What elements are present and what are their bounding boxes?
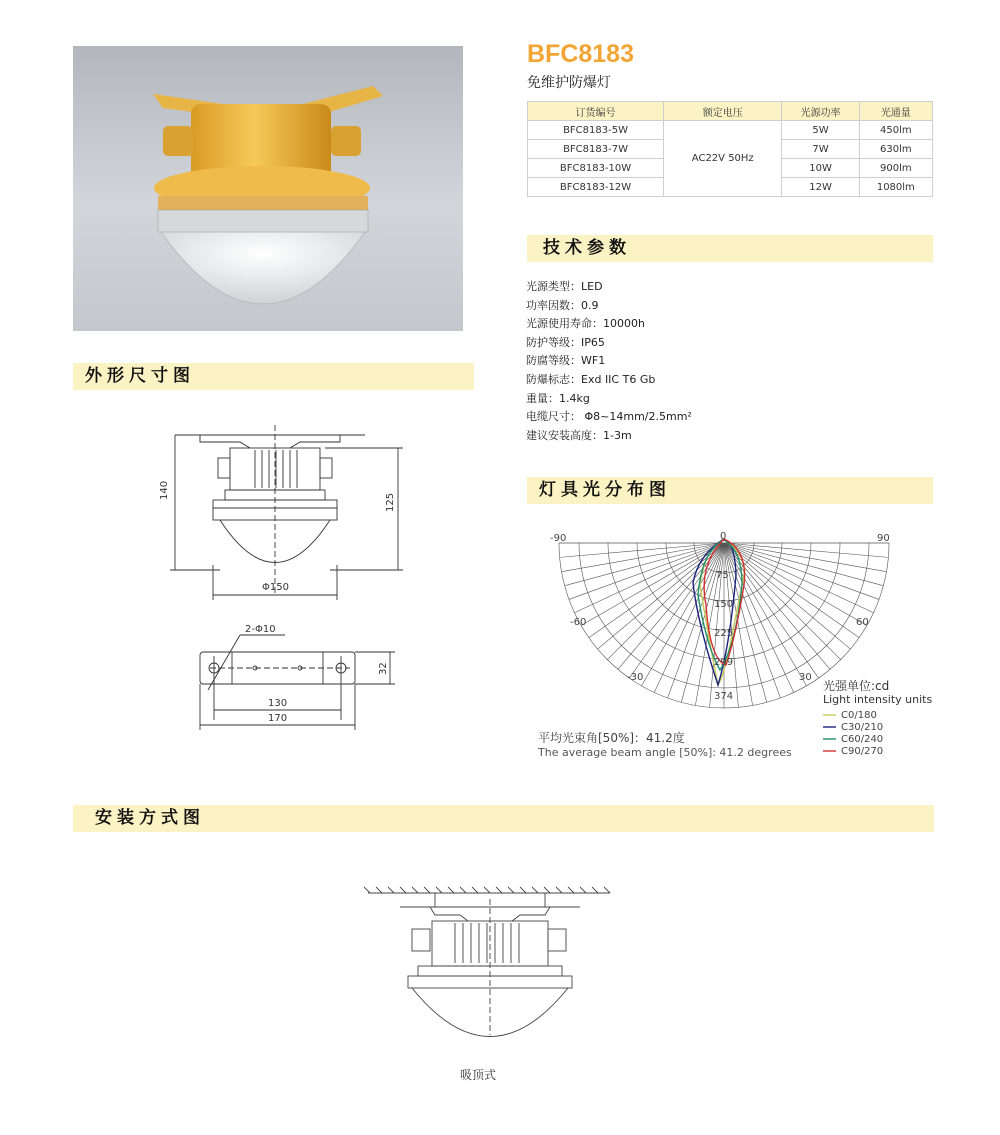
polar-spoke — [724, 543, 874, 613]
cell-power: 12W — [782, 178, 859, 197]
param-power-factor: 功率因数：0.9 — [526, 298, 599, 312]
dim-hole-spacing: 130 — [268, 698, 288, 709]
dimension-section-band — [73, 363, 474, 390]
ring-label: 299 — [714, 657, 734, 668]
polar-spoke — [724, 543, 794, 693]
angle-label-left90: -90 — [550, 533, 567, 544]
ring-label: 225 — [714, 628, 734, 639]
cell-flux: 1080lm — [859, 178, 932, 197]
header-power: 光源功率 — [782, 102, 859, 121]
unit-cn: 光强单位:cd — [823, 679, 890, 693]
distribution-section-band — [527, 477, 933, 504]
table-header-row — [528, 102, 933, 121]
legend-item: C90/270 — [841, 746, 884, 757]
angle-label-zero: 0 — [720, 531, 727, 542]
lamp-illustration — [73, 46, 463, 331]
cell-flux: 900lm — [859, 159, 932, 178]
legend-item: C0/180 — [841, 710, 877, 721]
param-cable: 电缆尺寸： Φ8~14mm/2.5mm² — [526, 410, 692, 424]
ring-label: 374 — [714, 691, 734, 702]
cell-power: 10W — [782, 159, 859, 178]
tech-params-list — [526, 278, 692, 445]
angle-label-right90: 90 — [877, 533, 890, 544]
angle-label-left30: -30 — [627, 672, 644, 683]
install-caption: 吸顶式 — [460, 1068, 497, 1082]
angle-label-right60: 60 — [856, 617, 869, 628]
install-drawing — [360, 885, 620, 1045]
polar-spoke — [724, 543, 879, 599]
angle-label-left60: -60 — [570, 617, 587, 628]
dimension-drawing — [150, 420, 410, 745]
legend-item: C30/210 — [841, 722, 884, 733]
tech-section-band — [527, 235, 933, 262]
cell-voltage: AC22V 50Hz — [664, 121, 782, 197]
param-corrosion: 防腐等级：WF1 — [526, 354, 606, 368]
ring-label: 150 — [714, 599, 734, 610]
polar-spoke — [724, 543, 888, 557]
dim-height-body: 125 — [385, 492, 396, 512]
dim-bracket-width: 32 — [378, 662, 389, 675]
dimension-section-title: 外形尺寸图 — [85, 366, 195, 386]
distribution-section-title: 灯具光分布图 — [539, 480, 671, 500]
legend-item: C60/240 — [841, 734, 884, 745]
product-model: BFC8183 — [527, 40, 634, 68]
header-code: 订货编号 — [528, 102, 664, 121]
cell-flux: 450lm — [859, 121, 932, 140]
header-voltage: 额定电压 — [664, 102, 782, 121]
spec-table — [527, 101, 933, 197]
polar-spoke — [724, 543, 780, 698]
polar-spoke — [560, 543, 724, 557]
param-ip-rating: 防护等级：IP65 — [526, 335, 605, 349]
polar-spoke — [724, 543, 883, 586]
header-flux: 光通量 — [859, 102, 932, 121]
legend — [823, 710, 883, 757]
angle-label-right30: 30 — [799, 672, 812, 683]
cell-code: BFC8183-7W — [528, 140, 664, 159]
param-ex-mark: 防爆标志：Exd IIC T6 Gb — [526, 372, 656, 386]
product-photo — [73, 46, 463, 331]
dim-height-total: 140 — [159, 480, 170, 500]
table-row — [528, 121, 933, 140]
product-name: 免维护防爆灯 — [527, 75, 611, 91]
beam-angle-cn: 平均光束角[50%]：41.2度 — [538, 731, 685, 745]
tech-section-title: 技术参数 — [543, 238, 631, 258]
polar-distribution-chart — [530, 525, 950, 770]
beam-angle-en: The average beam angle [50%]: 41.2 degrees — [538, 746, 792, 759]
cell-power: 7W — [782, 140, 859, 159]
unit-en: Light intensity units — [823, 693, 933, 706]
ring-label: 75 — [716, 570, 729, 581]
dim-diameter: Φ150 — [262, 582, 289, 593]
install-section-band — [73, 805, 934, 832]
dim-holes: 2-Φ10 — [245, 624, 276, 635]
param-weight: 重量：1.4kg — [526, 391, 590, 405]
install-section-title: 安装方式图 — [95, 808, 205, 828]
dim-bracket-length: 170 — [268, 713, 288, 724]
cell-power: 5W — [782, 121, 859, 140]
param-height: 建议安装高度：1-3m — [526, 428, 632, 442]
cell-code: BFC8183-10W — [528, 159, 664, 178]
cell-code: BFC8183-5W — [528, 121, 664, 140]
param-lifetime: 光源使用寿命：10000h — [526, 317, 645, 331]
param-light-source: 光源类型：LED — [526, 280, 603, 293]
cell-flux: 630lm — [859, 140, 932, 159]
cell-code: BFC8183-12W — [528, 178, 664, 197]
